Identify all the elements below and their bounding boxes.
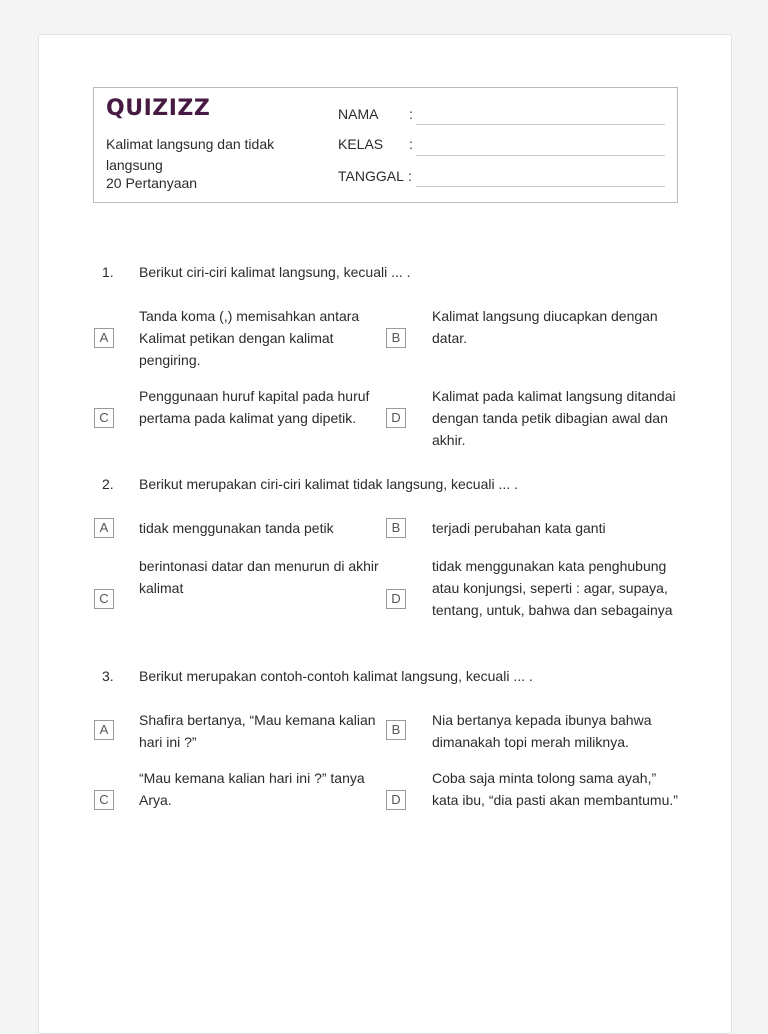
name-line[interactable] (416, 124, 665, 125)
option-letter-b[interactable]: B (386, 328, 406, 348)
question-text: Berikut merupakan ciri-ciri kalimat tidak langsung, kecuali ... . (139, 476, 518, 492)
name-label: NAMA (338, 106, 379, 122)
option-text-d: Kalimat pada kalimat langsung ditandai dengan tanda petik dibagian awal dan akhir. (432, 388, 676, 448)
option-letter-a[interactable]: A (94, 720, 114, 740)
option-text-a: Shafira bertanya, “Mau kemana kalian hari ini ?” (139, 712, 376, 750)
question-text: Berikut merupakan contoh-contoh kalimat langsung, kecuali ... . (139, 668, 533, 684)
question-text: Berikut ciri-ciri kalimat langsung, kecuali ... . (139, 264, 411, 280)
worksheet-header (93, 87, 678, 203)
question-number: 3. (102, 668, 114, 684)
option-letter-c[interactable]: C (94, 589, 114, 609)
option-text-c: “Mau kemana kalian hari ini ?” tanya Arya. (139, 770, 365, 808)
option-text-b: terjadi perubahan kata ganti (432, 520, 606, 536)
option-letter-d[interactable]: D (386, 589, 406, 609)
name-colon: : (409, 106, 413, 122)
class-line[interactable] (416, 155, 665, 156)
option-text-c: berintonasi datar dan menurun di akhir kalimat (139, 558, 379, 596)
question-number: 1. (102, 264, 114, 280)
option-letter-d[interactable]: D (386, 790, 406, 810)
option-text-d: tidak menggunakan kata penghubung atau konjungsi, seperti : agar, supaya, tentang, untuk, bahwa dan sebagainya (432, 558, 673, 618)
option-text-b: Kalimat langsung diucapkan dengan datar. (432, 308, 658, 346)
option-letter-b[interactable]: B (386, 720, 406, 740)
option-letter-d[interactable]: D (386, 408, 406, 428)
class-field (338, 135, 413, 153)
option-text-b: Nia bertanya kepada ibunya bahwa dimanakah topi merah miliknya. (432, 712, 652, 750)
option-text-a: tidak menggunakan tanda petik (139, 520, 334, 536)
option-text-a: Tanda koma (,) memisahkan antara Kalimat petikan dengan kalimat pengiring. (139, 308, 360, 368)
option-letter-c[interactable]: C (94, 408, 114, 428)
quiz-title: Kalimat langsung dan tidak langsung (106, 136, 275, 173)
question-count: 20 Pertanyaan (106, 175, 198, 191)
option-letter-a[interactable]: A (94, 518, 114, 538)
date-label: TANGGAL (338, 168, 404, 184)
class-label: KELAS (338, 136, 384, 152)
date-line[interactable] (416, 186, 665, 187)
option-text-c: Penggunaan huruf kapital pada huruf pertama pada kalimat yang dipetik. (139, 388, 370, 426)
quizizz-logo: QUIZIZZ (106, 96, 211, 121)
option-letter-b[interactable]: B (386, 518, 406, 538)
class-colon: : (409, 136, 413, 152)
question-number: 2. (102, 476, 114, 492)
date-field (338, 167, 412, 185)
option-letter-a[interactable]: A (94, 328, 114, 348)
name-field (338, 105, 413, 123)
option-letter-c[interactable]: C (94, 790, 114, 810)
option-text-d: Coba saja minta tolong sama ayah,” kata ibu, “dia pasti akan membantumu.” (432, 770, 678, 808)
date-colon: : (408, 168, 412, 184)
